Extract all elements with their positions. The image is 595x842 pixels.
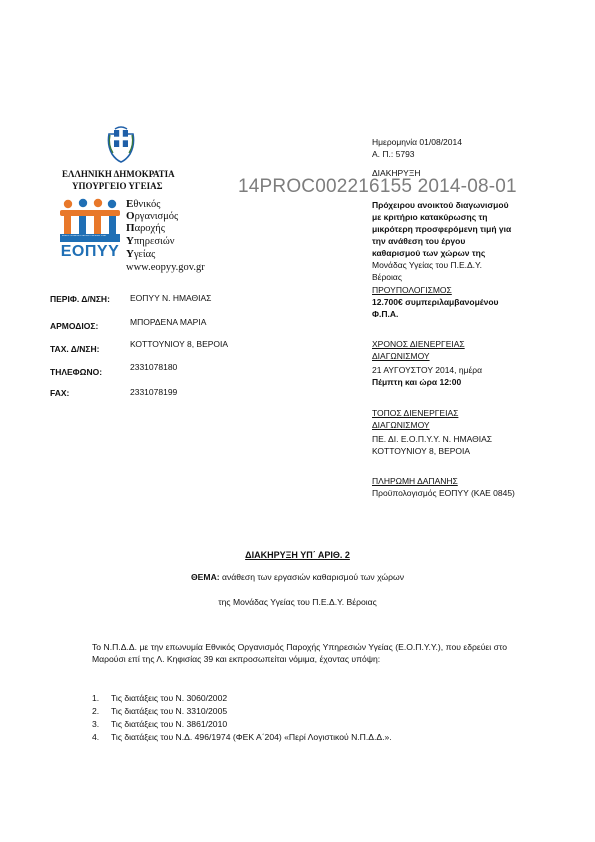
declaration-number-title: ΔΙΑΚΗΡΥΞΗ ΥΠ΄ ΑΡΙΘ. 2 xyxy=(245,550,350,560)
place-line: ΚΟΤΤΟΥΝΙΟΥ 8, ΒΕΡΟΙΑ xyxy=(372,446,471,456)
org-name-line-1: Εθνικός xyxy=(126,198,161,210)
document-date: Ημερομηνία 01/08/2014 xyxy=(372,137,462,147)
time-heading: ΧΡΟΝΟΣ ΔΙΕΝΕΡΓΕΙΑΣ xyxy=(372,339,465,349)
subject-text: ανάθεση των εργασιών καθαρισμού των χώρων xyxy=(219,572,404,582)
declaration-line: με κριτήριο κατακύρωσης τη xyxy=(372,212,488,222)
list-item: 2. Τις διατάξεις του Ν. 3310/2005 xyxy=(92,706,228,716)
country-name: ΕΛΛΗΝΙΚΗ ΔΗΜΟΚΡΑΤΙΑ xyxy=(62,169,175,179)
field-value-address: ΚΟΤΤΟΥΝΙΟΥ 8, ΒΕΡΟΙΑ xyxy=(130,339,229,349)
org-name-line-4: Υπηρεσιών xyxy=(126,235,175,247)
declaration-heading: ΔΙΑΚΗΡΥΞΗ xyxy=(372,168,421,178)
eopyy-logo-text: ΕΟΠΥΥ xyxy=(60,243,120,260)
declaration-line: Μονάδας Υγείας του Π.Ε.Δ.Υ. xyxy=(372,260,482,270)
declaration-line: καθαρισμού των χώρων της xyxy=(372,248,486,258)
place-line: ΠΕ. ΔΙ. Ε.Ο.Π.Υ.Υ. Ν. ΗΜΑΘΙΑΣ xyxy=(372,434,493,444)
declaration-line: την ανάθεση του έργου xyxy=(372,236,466,246)
declaration-line: Πρόχειρου ανοικτού διαγωνισμού xyxy=(372,200,509,210)
field-value-region: ΕΟΠΥΥ Ν. ΗΜΑΘΙΑΣ xyxy=(130,293,212,303)
org-name-line-3: Παροχής xyxy=(126,222,165,234)
field-label-address: ΤΑΧ. Δ/ΝΣΗ: xyxy=(50,344,100,354)
budget-line: 12.700€ συμπεριλαμβανομένου xyxy=(372,297,499,307)
field-value-phone: 2331078180 xyxy=(130,362,178,372)
website-link[interactable]: www.eopyy.gov.gr xyxy=(126,262,205,273)
field-label-phone: ΤΗΛΕΦΩΝΟ: xyxy=(50,367,103,377)
document-id-watermark: 14PROC002216155 2014-08-01 xyxy=(238,176,517,197)
subject-line xyxy=(0,572,595,582)
budget-line: Φ.Π.Α. xyxy=(372,309,399,319)
place-heading: ΤΟΠΟΣ ΔΙΕΝΕΡΓΕΙΑΣ xyxy=(372,408,459,418)
intro-paragraph: Το Ν.Π.Δ.Δ. με την επωνυμία Εθνικός Οργανισμός Παροχής Υπηρεσιών Υγείας (Ε.Ο.Π.Υ.Υ.), που εδρεύει στο Μαρούσι επί της Λ. Κηφισίας 39 και εκπροσωπείται νόμιμα, έχοντας υπόψη: xyxy=(92,642,507,664)
field-value-officer: ΜΠΟΡΔΕΝΑ ΜΑΡΙΑ xyxy=(130,317,207,327)
coat-of-arms-emblem xyxy=(106,125,136,163)
field-label-region: ΠΕΡΙΦ. Δ/ΝΣΗ: xyxy=(50,294,110,304)
field-value-fax: 2331078199 xyxy=(130,387,178,397)
eopyy-logo xyxy=(58,198,122,262)
place-heading: ΔΙΑΓΩΝΙΣΜΟΥ xyxy=(372,420,430,430)
time-heading: ΔΙΑΓΩΝΙΣΜΟΥ xyxy=(372,351,430,361)
subject-line-2: της Μονάδας Υγείας του Π.Ε.Δ.Υ. Βέροιας xyxy=(218,597,377,607)
list-item: 4. Τις διατάξεις του Ν.Δ. 496/1974 (ΦΕΚ Α΄204) «Περί Λογιστικού Ν.Π.Δ.Δ.». xyxy=(92,732,392,742)
subject-label: ΘΕΜΑ: xyxy=(191,572,220,582)
payment-heading: ΠΛΗΡΩΜΗ ΔΑΠΑΝΗΣ xyxy=(372,476,458,486)
protocol-number: Α. Π.: 5793 xyxy=(372,149,415,159)
list-item: 1. Τις διατάξεις του Ν. 3060/2002 xyxy=(92,693,228,703)
list-item: 3. Τις διατάξεις του Ν. 3861/2010 xyxy=(92,719,228,729)
time-line: 21 ΑΥΓΟΥΣΤΟΥ 2014, ημέρα xyxy=(372,365,483,375)
org-name-line-2: Οργανισμός xyxy=(126,210,179,222)
declaration-line: Βέροιας xyxy=(372,272,402,282)
budget-heading: ΠΡΟΥΠΟΛΟΓΙΣΜΟΣ xyxy=(372,285,452,295)
org-name-line-5: Υγείας xyxy=(126,248,156,260)
declaration-line: μικρότερη προσφερόμενη τιμή για xyxy=(372,224,512,234)
time-line: Πέμπτη και ώρα 12:00 xyxy=(372,377,462,387)
eopyy-logo-small: ΕΘΝΙΚΟΣ ΟΡΓΑΝΙΣΜΟΣ ΠΑΡΟΧΗΣ ΥΠΗΡΕΣΙΩΝ ΥΓΕΙΑΣ xyxy=(62,235,107,237)
ministry-name: ΥΠΟΥΡΓΕΙΟ ΥΓΕΙΑΣ xyxy=(72,181,163,191)
field-label-officer: ΑΡΜΟΔΙΟΣ: xyxy=(50,321,99,331)
field-label-fax: FAX: xyxy=(50,388,70,398)
payment-line: Προϋπολογισμός ΕΟΠΥΥ (ΚΑΕ 0845) xyxy=(372,488,515,498)
